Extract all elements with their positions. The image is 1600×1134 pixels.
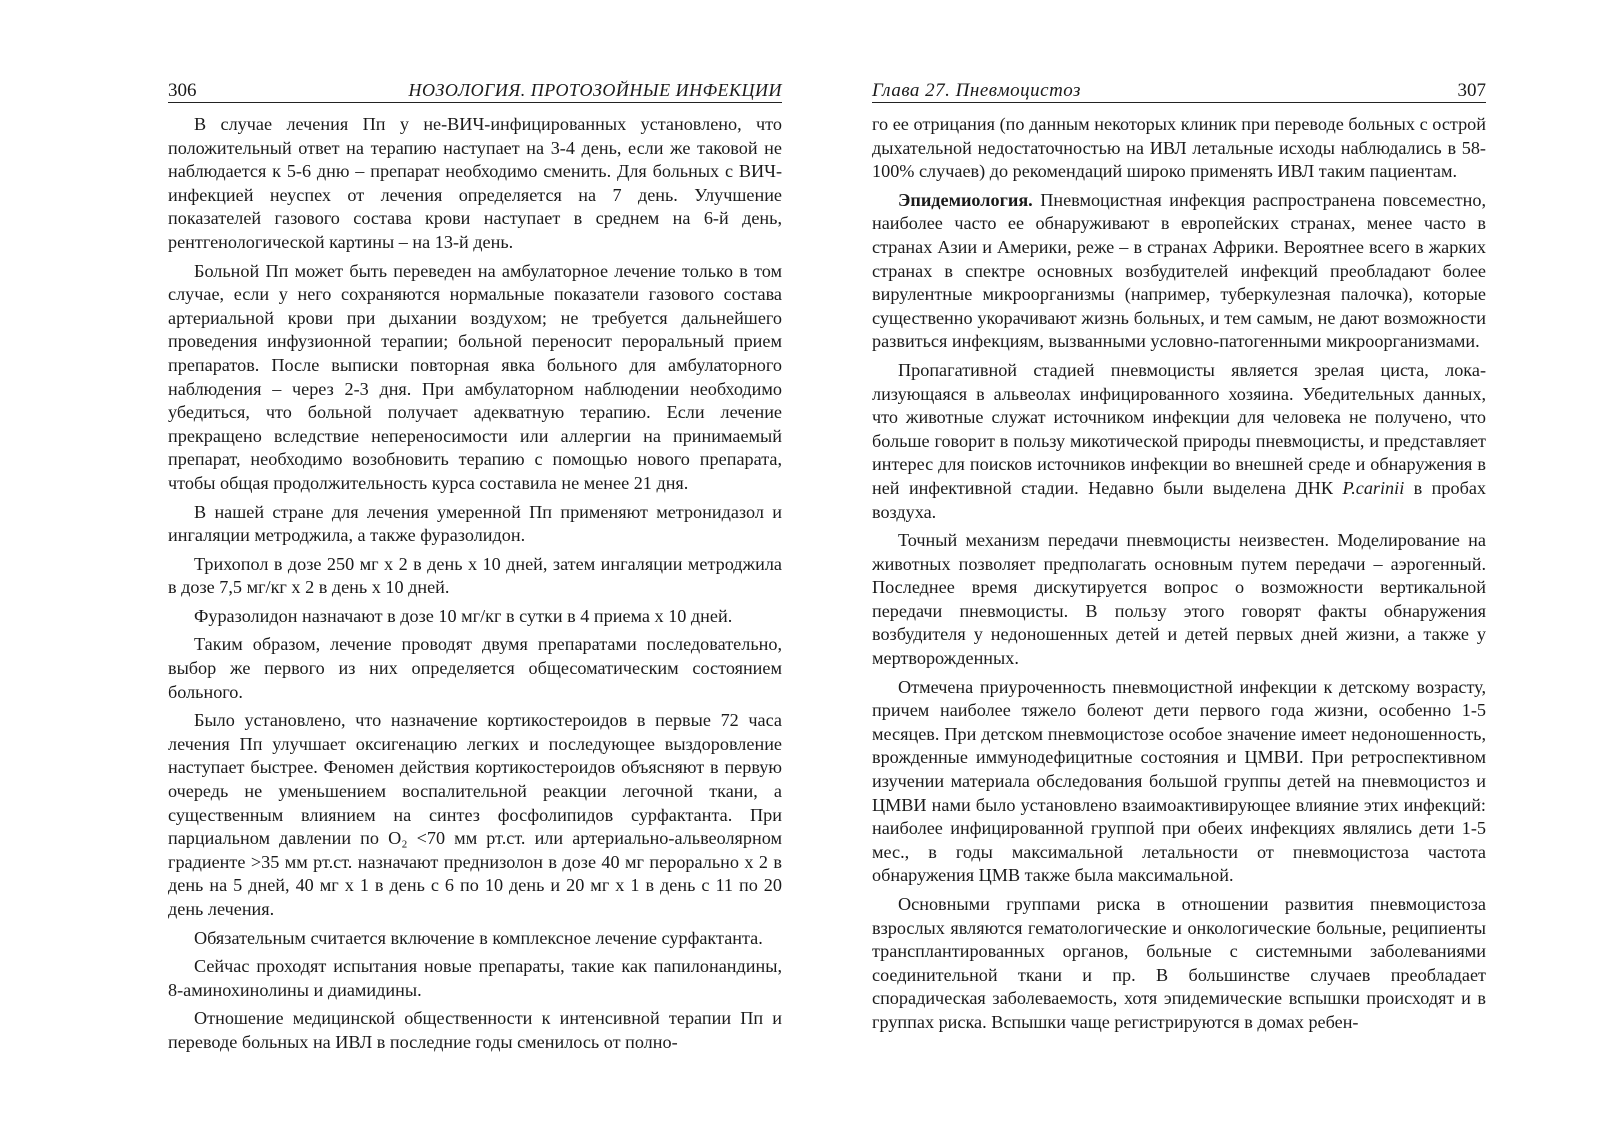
paragraph: Больной Пп может быть переведен на амбулаторное лечение только в том случае, если у него сохраняются нормальные показатели газового состава артериальной крови при дыхании воздухом; не требуется дальнейшего проведения инфузионной терапии; больной переносит пероральный прием препаратов. После выписки повторная явка больного для амбулаторного наблюдения – через 2-3 дня. При амбулаторном наблюдении необходимо убедиться, что больной получает адекватную терапию. Если лечение прекращено вследствие непереносимости или аллергии на принимаемый препарат, необходимо возобновить терапию с помощью нового препарата, чтобы общая продолжительность курса составила не менее 21 дня.: [168, 260, 782, 493]
paragraph: Трихопол в дозе 250 мг х 2 в день х 10 дней, затем ингаляции метроджила в дозе 7,5 мг/кг х 2 в день х 10 дней.: [168, 553, 782, 598]
paragraph: Основными группами риска в отношении развития пневмоцистоза взрослых являются гематологические и онкологические больные, реципиенты трансплантированных органов, больные с системными заболеваниями соединительной ткани и пр. В большинстве случаев преобладает спорадическая заболеваемость, хотя эпидемические вспышки происходят и в группах риска. Вспышки чаще регистрируются в домах ребен-: [872, 894, 1486, 1032]
right-page-header: [872, 76, 1486, 103]
paragraph: В случае лечения Пп у не-ВИЧ-инфицированных установлено, что положительный ответ на терапию наступает на 3-4 день, если же таковой не наблюдается к 5-6 дню – препарат необходимо сменить. Для больных с ВИЧ-инфекцией неуспех от лечения определяется на 7 день. Улучшение показателей газового состава крови наступает в среднем на 6-й день, рентгенологической картины – на 13-й день.: [168, 114, 782, 252]
page-number: 306: [168, 80, 197, 101]
paragraph: В нашей стране для лечения умеренной Пп применяют метронидазол и ингаляции метроджила, а также фуразолидон.: [168, 501, 782, 546]
paragraph: Обязательным считается включение в комплексное лечение сурфактанта.: [194, 927, 763, 948]
left-page-header: [168, 76, 782, 103]
right-page-body: [872, 113, 1486, 1040]
paragraph-epidemiology: [872, 189, 1486, 354]
section-heading: Эпидемиология.: [898, 189, 1033, 210]
paragraph-continuation: го ее отрицания (по данным некоторых клиник при переводе больных с острой дыхательной недостаточностью на ИВЛ летальные исходы наблюдались в 58-100% случаев) до рекомендаций широко применять ИВЛ таким пациентам.: [872, 114, 1486, 182]
paragraph: [872, 359, 1486, 524]
running-head: НОЗОЛОГИЯ. ПРОТОЗОЙНЫЕ ИНФЕКЦИИ: [408, 80, 782, 100]
paragraph: Отмечена приуроченность пневмоцистной инфекции к детскому возрасту, причем наиболее тяжело болеют дети первого года жизни, особенно 1-5 месяцев. При детском пневмоцистозе особое значение имеет недоношенность, врожденные иммунодефицитные состояния и ЦМВИ. При ретроспективном изучении материала обследования большой группы детей на пневмоцистоз и ЦМВИ нами было установлено взаимоактивирующее влияние этих инфекций: наиболее инфицированной группой при обеих инфекциях являлись дети 1-5 мес., в годы максимальной летальности от пневмоцистоза частота обнаружения ЦМВ также была максимальной.: [872, 676, 1486, 886]
right-page: [800, 0, 1600, 1134]
paragraph: Отношение медицинской общественности к интенсивной терапии Пп и переводе больных на ИВЛ в последние годы сменилось от полно-: [168, 1008, 782, 1052]
species-name: P.carinii: [1342, 477, 1405, 498]
paragraph-text: Пневмоцистная инфекция распространена повсеместно, наиболее часто ее обнаруживают в европейских странах, менее часто в странах Азии и Америки, реже – в странах Африки. Вероятнее всего в жарких странах в спектре основных возбудителей инфекций преобладают более вирулентные микроорганизмы (например, туберкулезная палочка), которые существенно укорачивают жизнь больных, и тем самым, не дают возможности развиться инфекциям, вызванными условно-патогенными микроорганизмами.: [872, 189, 1486, 352]
paragraph: Таким образом, лечение проводят двумя препаратами последовательно, выбор же первого из них определяется общесоматическим состоянием больного.: [168, 634, 782, 702]
paragraph: Точный механизм передачи пневмоцисты неизвестен. Моделирование на животных позволяет предполагать основным путем передачи – аэрогенный. Последнее время дискутируется вопрос о возможности вертикальной передачи пневмоцисты. В пользу этого говорят факты обнаружения возбудителя у недоношенных детей и детей первых дней жизни, а также у мертворожденных.: [872, 530, 1486, 669]
page-number: 307: [1457, 80, 1486, 101]
paragraph: Было установлено, что назначение кортикостероидов в первые 72 часа лечения Пп улучшает оксигенацию легких и последующее выздоровление наступает быстрее. Феномен действия кортикостероидов объясняют в первую очередь не уменьшением воспалительной реакции легочной ткани, а существенным влиянием на синтез фосфолипидов сурфактанта. При парциальном давлении по O₂ <70 мм рт.ст. или артериально-альвеолярном градиенте >35 мм рт.ст. назначают преднизолон в дозе 40 мг перорально х 2 в день на 5 дней, 40 мг х 1 в день с 6 по 10 день и 20 мг х 1 в день с 11 по 20 день лечения.: [168, 710, 782, 919]
paragraph: Фуразолидон назначают в дозе 10 мг/кг в сутки в 4 приема х 10 дней.: [194, 605, 733, 626]
paragraph: Сейчас проходят испытания новые препараты, такие как папилонандины, 8-аминохинолины и диамидины.: [168, 956, 782, 1000]
left-page-body: [168, 113, 782, 1060]
paragraph-text: в пробах воздуха.: [872, 477, 1486, 522]
running-head: Глава 27. Пневмоцистоз: [872, 80, 1081, 101]
paragraph-text: Пропагативной стадией пневмоцисты является зрелая циста, локализующаяся в альвеолах инфицированного хозяина. Убедительных данных, что животные служат источником инфекции для человека не получено, что больше говорит в пользу микотической природы пневмоцисты, и представляет интерес для поисков источников инфекции во внешней среде и обнаружения в ней инфективной стадии. Недавно были выделена ДНК: [872, 359, 1486, 498]
